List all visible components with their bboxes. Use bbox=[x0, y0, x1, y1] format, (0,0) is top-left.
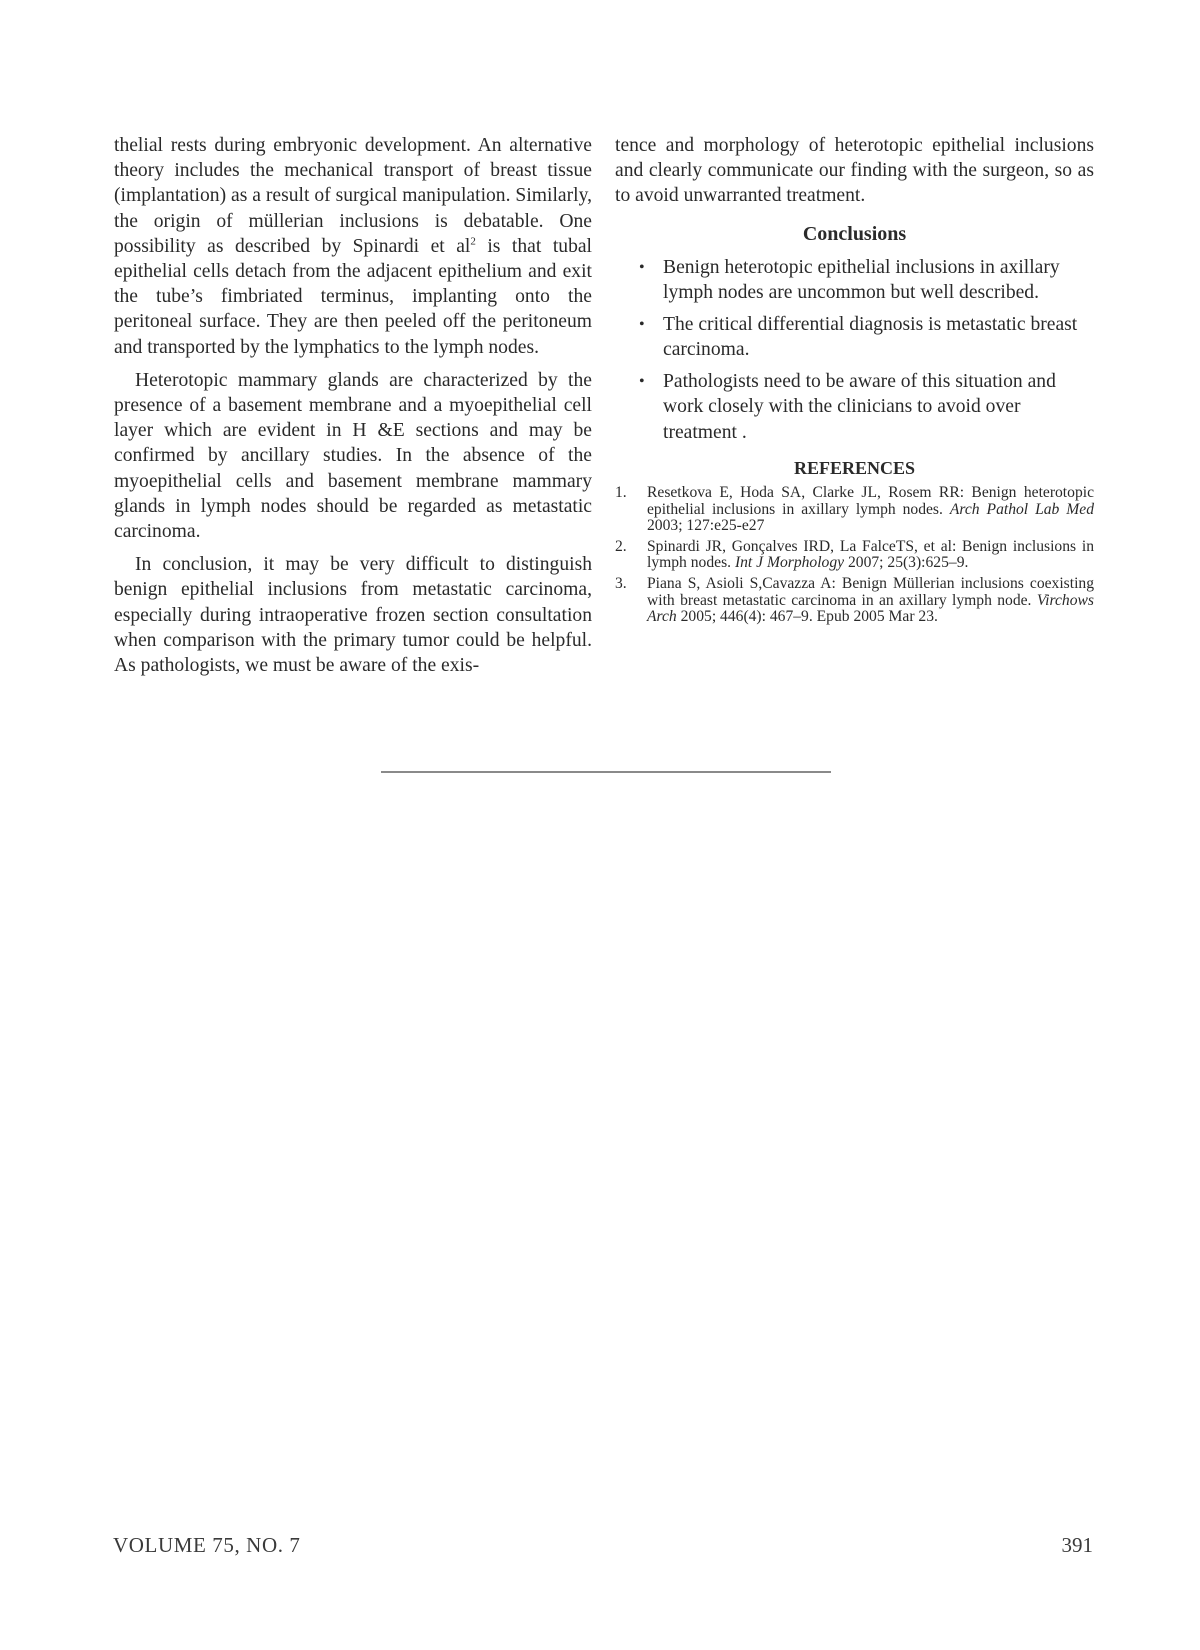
references-list bbox=[615, 485, 1094, 626]
section-divider bbox=[381, 771, 831, 773]
paragraph-text: is that tubal epithelial cells detach from the adjacent epithelium and exit the tube’s fimbriated terminus, implanting onto the peritoneal surface. They are then peeled off the peritoneum and transported by the lymphatics to the lymph nodes. bbox=[114, 235, 593, 358]
reference-text: Resetkova E, Hoda SA, Clarke JL, Rosem RR: Benign heterotopic epithelial inclusions in axillary lymph nodes. bbox=[647, 484, 1094, 518]
citation-superscript: 2 bbox=[470, 235, 476, 248]
conclusions-list bbox=[615, 255, 1094, 446]
footer-volume: VOLUME 75, NO. 7 bbox=[113, 1533, 301, 1557]
reference-text: 2003; 127:e25-e27 bbox=[647, 517, 765, 535]
reference-item bbox=[615, 539, 1094, 572]
reference-item bbox=[615, 576, 1094, 626]
bullet-text: Pathologists need to be aware of this situation and work closely with the clinicians to avoid over treatment . bbox=[663, 370, 1056, 443]
bullet-icon: • bbox=[639, 258, 645, 276]
bullet-text: The critical differential diagnosis is metastatic breast carcinoma. bbox=[663, 313, 1078, 361]
paragraph-embryonic-origin bbox=[114, 133, 592, 360]
reference-item bbox=[615, 485, 1094, 535]
paragraph-text: thelial rests during embryonic development. An alternative theory includes the mechanical transport of breast tissue (implantation) as a result of surgical manipulation. Similarly, the origin of müllerian inclusions is debatable. One possibility as described by Spinardi et al bbox=[114, 135, 592, 257]
references-heading: REFERENCES bbox=[793, 458, 916, 479]
reference-text: Spinardi JR, Gonçalves IRD, La FalceTS, et al: Benign inclusions in lymph nodes. bbox=[647, 537, 1094, 572]
reference-journal: Int J Morphology bbox=[734, 554, 845, 572]
right-column bbox=[615, 133, 1094, 630]
list-item bbox=[615, 255, 1094, 306]
reference-text: 2007; 25(3):625–9. bbox=[844, 554, 969, 572]
reference-number: 1. bbox=[615, 484, 627, 502]
paragraph-continuation: tence and morphology of heterotopic epithelial inclusions and clearly communicate our finding with the surgeon, so as to avoid unwarranted treatment. bbox=[615, 135, 1094, 207]
reference-text: 2005; 446(4): 467–9. Epub 2005 Mar 23. bbox=[676, 608, 938, 626]
paragraph-conclusion: In conclusion, it may be very difficult to distinguish benign epithelial inclusions from metastatic carcinoma, especially during intraoperative frozen section consultation when comparison with the primary tumor could be helpful. As pathologists, we must be aware of the exis- bbox=[114, 554, 592, 677]
reference-text: Piana S, Asioli S,Cavazza A: Benign Müllerian inclusions coexisting with breast metastatic carcinoma in an axillary lymph node. bbox=[647, 575, 1094, 609]
bullet-icon: • bbox=[639, 315, 645, 333]
list-item bbox=[615, 369, 1094, 446]
paragraph-heterotopic-mammary: Heterotopic mammary glands are characterized by the presence of a basement membrane and a myoepithelial cell layer which are evident in H &E sections and may be confirmed by ancillary studies. In the absence of the myoepithelial cells and basement membrane mammary glands in lymph nodes should be regarded as metastatic carcinoma. bbox=[114, 369, 592, 543]
bullet-text: Benign heterotopic epithelial inclusions in axillary lymph nodes are uncommon but well described. bbox=[663, 256, 1060, 304]
conclusions-heading: Conclusions bbox=[802, 222, 907, 245]
footer-page-number: 391 bbox=[1061, 1533, 1093, 1557]
left-column bbox=[114, 133, 592, 686]
reference-journal: Arch Pathol Lab Med bbox=[949, 500, 1094, 518]
reference-journal: Virchows Arch bbox=[647, 591, 1094, 626]
reference-number: 2. bbox=[615, 537, 627, 555]
reference-number: 3. bbox=[615, 575, 627, 593]
bullet-icon: • bbox=[639, 372, 645, 390]
list-item bbox=[615, 312, 1094, 363]
